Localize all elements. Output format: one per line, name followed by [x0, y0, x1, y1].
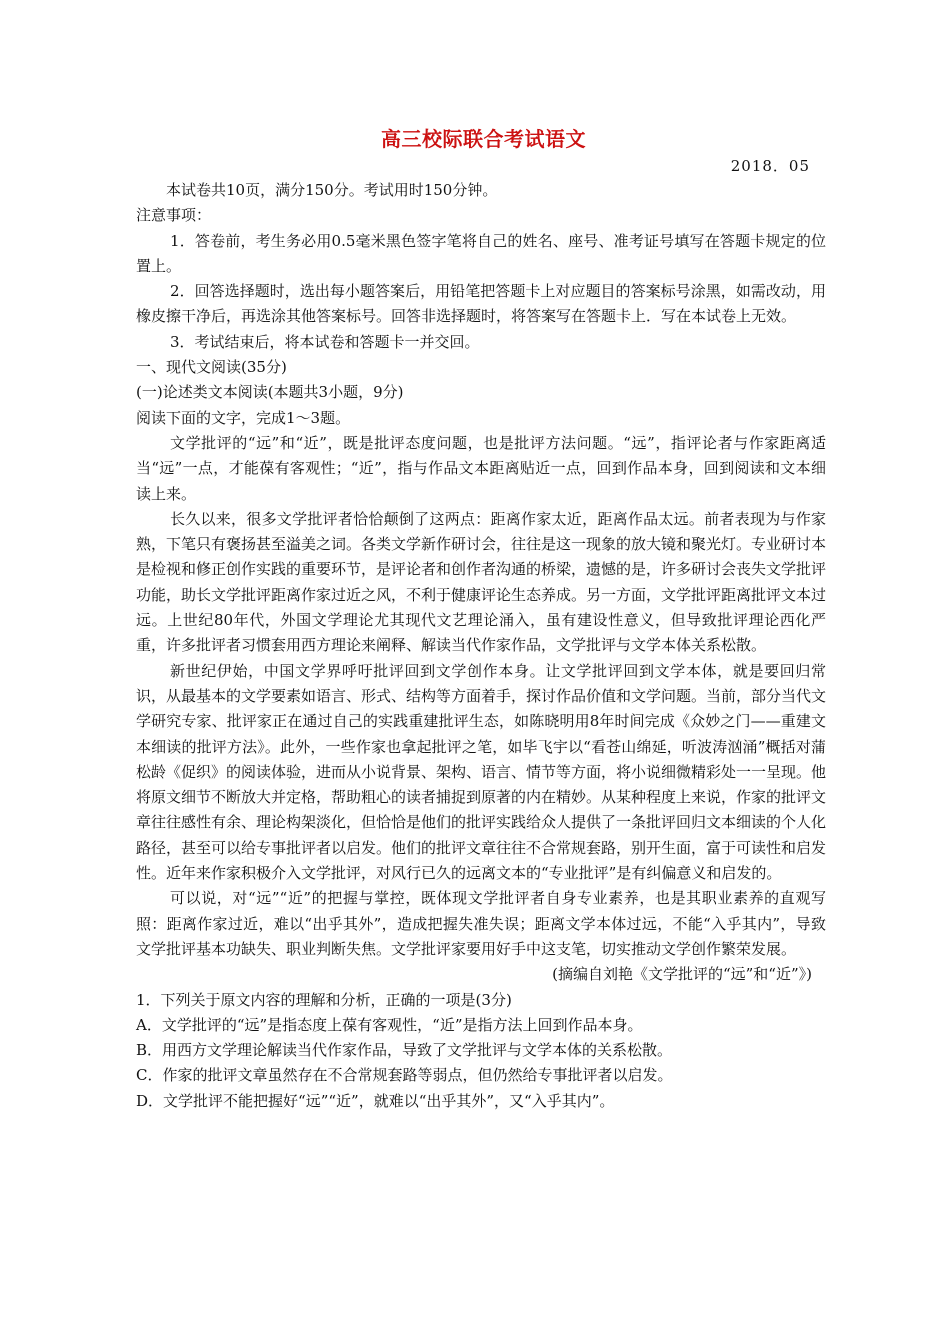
article-paragraph-1: 文学批评的“远”和“近”，既是批评态度问题，也是批评方法问题。“远”，指评论者与作家距离适当“远”一点，才能葆有客观性；“近”，指与作品文本距离贴近一点，回到作品本身，回到阅读和文本细读上来。	[136, 433, 826, 503]
section-instruction: 阅读下面的文字，完成1～3题。	[136, 408, 351, 427]
notice-heading: 注意事项：	[136, 206, 212, 225]
question-option-b: B．用西方文学理论解读当代作家作品，导致了文学批评与文学本体的关系松散。	[136, 1041, 673, 1060]
section-heading: 一、现代文阅读(35分)	[136, 358, 287, 377]
exam-page	[136, 124, 826, 1114]
question-option-d: D．文学批评不能把握好“远”“近”，就难以“出乎其外”，又“入乎其内”。	[136, 1091, 615, 1110]
question-stem: 1．下列关于原文内容的理解和分析，正确的一项是(3分)	[136, 990, 512, 1009]
question-option-c: C．作家的批评文章虽然存在不合常规套路等弱点，但仍然给专事批评者以启发。	[136, 1066, 673, 1085]
article-paragraph-2: 长久以来，很多文学批评者恰恰颠倒了这两点：距离作家太近，距离作品太远。前者表现为与作家熟，下笔只有褒扬甚至溢美之词。各类文学新作研讨会，往往是这一现象的放大镜和聚光灯。专业研讨本是检视和修正创作实践的重要环节，是评论者和创作者沟通的桥梁，遗憾的是，许多研讨会丧失文学批评功能，助长文学批评距离作家过近之风，不利于健康评论生态养成。另一方面，文学批评距离批评文本过远。上世纪80年代，外国文学理论尤其现代文艺理论涌入，虽有建设性意义，但导致批评理论西化严重，许多批评者习惯套用西方理论来阐释、解读当代作家作品，文学批评与文学本体关系松散。	[136, 509, 827, 655]
article-source: (摘编自刘艳《文学批评的“远”和“近”》)	[552, 965, 812, 984]
section-subheading: (一)论述类文本阅读(本题共3小题，9分)	[136, 383, 404, 402]
notice-item-2: 2．回答选择题时，选出每小题答案后，用铅笔把答题卡上对应题目的答案标号涂黑，如需改动，用橡皮擦干净后，再选涂其他答案标号。回答非选择题时，将答案写在答题卡上．写在本试卷上无效。	[136, 282, 826, 326]
question-option-a: A．文学批评的“远”是指态度上葆有客观性，“近”是指方法上回到作品本身。	[136, 1015, 643, 1034]
exam-title: 高三校际联合考试语文	[381, 127, 586, 151]
exam-intro: 本试卷共10页，满分150分。考试用时150分钟。	[166, 181, 498, 199]
notice-item-3: 3．考试结束后，将本试卷和答题卡一并交回。	[170, 332, 480, 351]
article-paragraph-4: 可以说，对“远”“近”的把握与掌控，既体现文学批评者自身专业素养，也是其职业素养的直观写照：距离作家过近，难以“出乎其外”，造成把握失准失误；距离文学本体过远，不能“入乎其内”，导致文学批评基本功缺失、职业判断失焦。文学批评家要用好手中这支笔，切实推动文学创作繁荣发展。	[136, 889, 826, 958]
exam-date: 2018．05	[730, 157, 810, 175]
notice-item-1: 1．答卷前，考生务必用0.5毫米黑色签字笔将自己的姓名、座号、准考证号填写在答题卡规定的位置上。	[136, 231, 826, 275]
article-paragraph-3: 新世纪伊始，中国文学界呼吁批评回到文学创作本身。让文学批评回到文学本体，就是要回归常识，从最基本的文学要素如语言、形式、结构等方面着手，探讨作品价值和文学问题。当前，部分当代文学研究专家、批评家正在通过自己的实践重建批评生态，如陈晓明用8年时间完成《众妙之门——重建文本细读的批评方法》。此外，一些作家也拿起批评之笔，如毕飞宇以“看苍山绵延，听波涛汹涌”概括对蒲松龄《促织》的阅读体验，进而从小说背景、架构、语言、情节等方面，将小说细微精彩处一一呈现。他将原文细节不断放大并定格，帮助粗心的读者捕捉到原著的内在精妙。从某种程度上来说，作家的批评文章往往感性有余、理论构架淡化，但恰恰是他们的批评实践给众人提供了一条批评回归文本细读的个人化路径，甚至可以给专事批评者以启发。他们的批评文章往往不合常规套路，别开生面，富于可读性和启发性。近年来作家积极介入文学批评，对风行已久的远离文本的“专业批评”是有纠偏意义和启发的。	[136, 661, 827, 883]
